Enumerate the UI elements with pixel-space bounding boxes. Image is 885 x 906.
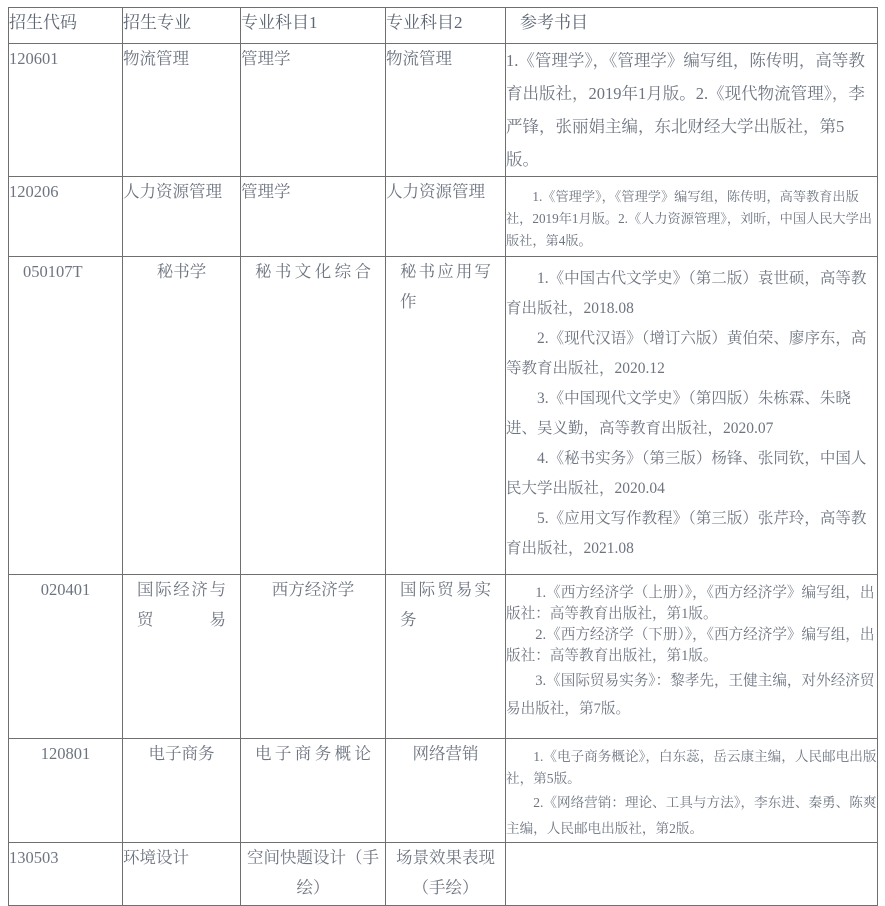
header-row xyxy=(9,8,878,44)
cell-code: 120801 xyxy=(9,739,123,843)
cell-code: 120601 xyxy=(9,44,123,177)
cell-subject-1: 秘书文化综合 xyxy=(241,257,386,575)
cell-books xyxy=(506,177,878,257)
cell-books xyxy=(506,843,878,906)
book-entry: 2.《西方经济学（下册）》，《西方经济学》编写组，出版社：高等教育出版社，第1版。 xyxy=(506,627,875,664)
cell-major: 电子商务 xyxy=(123,739,241,843)
book-entry: 1.《中国古代文学史》（第二版）袁世硕，高等教育出版社，2018.08 xyxy=(506,270,867,317)
cell-major: 国际经济与贸易 xyxy=(123,575,241,739)
book-entry: 1.《电子商务概论》，白东蕊，岳云康主编，人民邮电出版社，第5版。 xyxy=(506,749,877,786)
book-entry: 4.《秘书实务》（第三版）杨锋、张同钦，中国人民大学出版社，2020.04 xyxy=(506,450,867,497)
table-row xyxy=(9,177,878,257)
cell-code: 020401 xyxy=(9,575,123,739)
cell-major: 环境设计 xyxy=(123,843,241,906)
cell-books xyxy=(506,575,878,739)
book-entry: 1.《管理学》，《管理学》编写组，陈传明，高等教育出版社，2019年1月版。2.《现代物流管理》，李严锋，张丽娟主编，东北财经大学出版社，第5版。 xyxy=(506,51,865,169)
book-entry: 3.《国际贸易实务》：黎孝先，王健主编，对外经济贸易出版社，第7版。 xyxy=(506,673,875,717)
cell-books xyxy=(506,739,878,843)
column-header-subject-2: 专业科目2 xyxy=(386,8,506,44)
table-row xyxy=(9,257,878,575)
cell-major: 物流管理 xyxy=(123,44,241,177)
cell-subject-2: 物流管理 xyxy=(386,44,506,177)
column-header-subject-1: 专业科目1 xyxy=(241,8,386,44)
table-row xyxy=(9,44,878,177)
book-entry: 2.《现代汉语》（增订六版）黄伯荣、廖序东，高等教育出版社，2020.12 xyxy=(506,330,867,377)
cell-major: 人力资源管理 xyxy=(123,177,241,257)
cell-subject-1: 空间快题设计（手绘） xyxy=(241,843,386,906)
column-header-major: 招生专业 xyxy=(123,8,241,44)
column-header-books: 参考书目 xyxy=(506,8,878,44)
table-body xyxy=(9,44,878,906)
book-entry: 1.《西方经济学（上册）》，《西方经济学》编写组，出版社：高等教育出版社，第1版。 xyxy=(506,585,875,622)
table-row xyxy=(9,739,878,843)
cell-books xyxy=(506,44,878,177)
cell-subject-2: 人力资源管理 xyxy=(386,177,506,257)
book-entry: 1.《管理学》，《管理学》编写组，陈传明，高等教育出版社，2019年1月版。2.《人力资源管理》，刘昕，中国人民大学出版社，第4版。 xyxy=(506,189,872,248)
cell-subject-1: 管理学 xyxy=(241,44,386,177)
book-entry: 2.《网络营销：理论、工具与方法》，李东进、秦勇、陈爽主编，人民邮电出版社，第2版。 xyxy=(506,795,877,836)
cell-subject-1: 西方经济学 xyxy=(241,575,386,739)
column-header-code: 招生代码 xyxy=(9,8,123,44)
table-header xyxy=(9,8,878,44)
cell-code: 120206 xyxy=(9,177,123,257)
cell-subject-1: 电子商务概论 xyxy=(241,739,386,843)
cell-code: 050107T xyxy=(9,257,123,575)
cell-books xyxy=(506,257,878,575)
book-entry: 3.《中国现代文学史》（第四版）朱栋霖、朱晓进、吴义勤，高等教育出版社，2020.07 xyxy=(506,390,851,437)
cell-code: 130503 xyxy=(9,843,123,906)
cell-subject-2: 网络营销 xyxy=(386,739,506,843)
cell-subject-2: 场景效果表现（手绘） xyxy=(386,843,506,906)
admissions-reference-table xyxy=(8,7,878,906)
cell-major: 秘书学 xyxy=(123,257,241,575)
cell-subject-1: 管理学 xyxy=(241,177,386,257)
cell-subject-2: 秘书应用写作 xyxy=(386,257,506,575)
table-row xyxy=(9,843,878,906)
cell-subject-2: 国际贸易实务 xyxy=(386,575,506,739)
book-entry: 5.《应用文写作教程》（第三版）张芹玲，高等教育出版社，2021.08 xyxy=(506,510,867,557)
table-row xyxy=(9,575,878,739)
